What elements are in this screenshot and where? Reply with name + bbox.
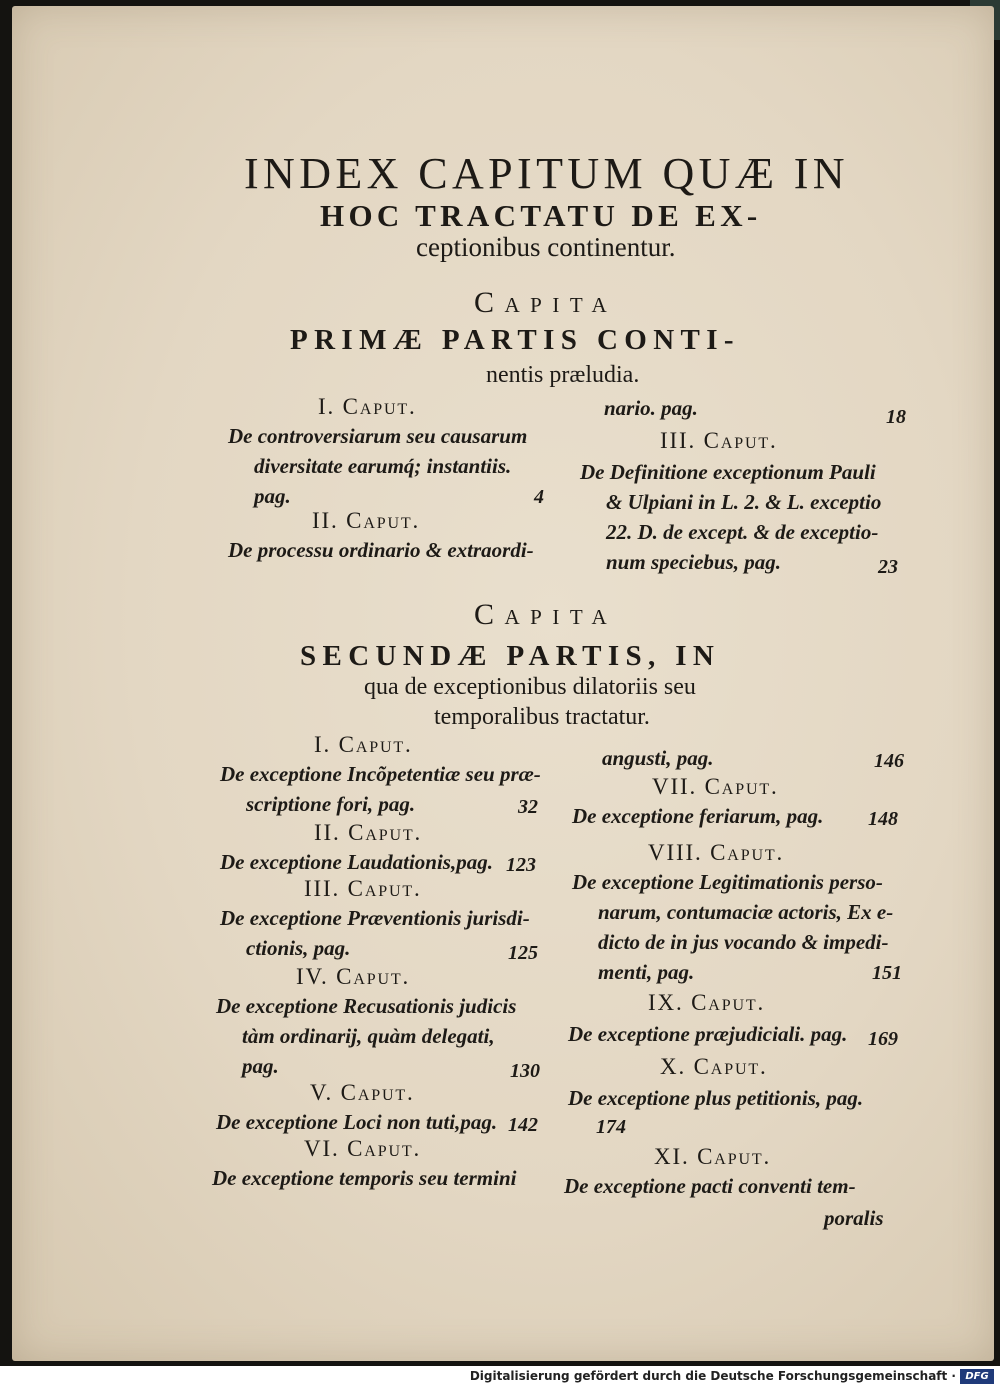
- part2-heading: SECUNDÆ PARTIS, IN: [300, 640, 721, 672]
- part2-chapter-11-heading: XI. Caput.: [654, 1144, 772, 1169]
- part2-chapter-3-line-1: De exceptione Præventionis jurisdi-: [220, 906, 530, 930]
- index-title-line-2: HOC TRACTATU DE EX-: [320, 198, 762, 233]
- part1-chapter-3-heading: III. Caput.: [660, 428, 778, 453]
- part2-chapter-8-line-3: dicto de in jus vocando & impedi-: [598, 930, 889, 954]
- part2-chapter-3-page-number: 125: [508, 942, 538, 964]
- part2-chapter-6-page-number: 146: [874, 750, 904, 772]
- part2-chapter-8-line-4: menti, pag.: [598, 960, 695, 984]
- part2-chapter-1-line-1: De exceptione Incõpetentiæ seu præ-: [220, 762, 541, 786]
- part2-chapter-4-page-number: 130: [510, 1060, 540, 1082]
- part2-subheading-1: qua de exceptionibus dilatoriis seu: [364, 674, 696, 700]
- part1-chapter-3-line-1: De Definitione exceptionum Pauli: [580, 460, 876, 484]
- footer-credit-text: Digitalisierung gefördert durch die Deutsche Forschungsgemeinschaft ·: [469, 1369, 956, 1383]
- part2-chapter-8-heading: VIII. Caput.: [648, 840, 785, 865]
- part2-chapter-1-line-2: scriptione fori, pag.: [246, 792, 416, 816]
- part2-chapter-4-pag-label: pag.: [242, 1054, 279, 1078]
- part2-chapter-10-line-1: De exceptione plus petitionis, pag.: [568, 1086, 864, 1110]
- part2-chapter-2-heading: II. Caput.: [314, 820, 423, 845]
- part1-chapter-1-line-2: diversitate earumq́; instantiis.: [254, 454, 512, 478]
- part2-chapter-10-heading: X. Caput.: [660, 1054, 768, 1079]
- part2-chapter-5-line-1: De exceptione Loci non tuti,pag.: [216, 1110, 498, 1134]
- part2-chapter-5-heading: V. Caput.: [310, 1080, 415, 1105]
- part1-chapter-3-line-4: num speciebus, pag.: [606, 550, 782, 574]
- part1-chapter-2-heading: II. Caput.: [312, 508, 421, 533]
- part2-chapter-6-heading: VI. Caput.: [304, 1136, 422, 1161]
- part2-subheading-2: temporalibus tractatur.: [434, 704, 650, 730]
- part2-chapter-9-heading: IX. Caput.: [648, 990, 766, 1015]
- part2-chapter-9-line-1: De exceptione præjudiciali. pag.: [568, 1022, 848, 1046]
- part2-chapter-2-page-number: 123: [506, 854, 536, 876]
- part1-chapter-2-line-2: nario. pag.: [604, 396, 698, 420]
- part2-chapter-9-page-number: 169: [868, 1028, 898, 1050]
- part1-chapter-3-line-2: & Ulpiani in L. 2. & L. exceptio: [606, 490, 882, 514]
- part1-chapter-2-page-number: 18: [886, 406, 906, 428]
- index-title-line-3: ceptionibus continentur.: [416, 232, 676, 262]
- part1-chapter-2-line-1: De processu ordinario & extraordi-: [228, 538, 534, 562]
- part2-chapter-11-line-1: De exceptione pacti conventi tem-: [564, 1174, 856, 1198]
- part1-chapter-3-page-number: 23: [878, 556, 898, 578]
- part1-chapter-1-page-number: 4: [534, 486, 544, 508]
- digitization-footer: [0, 1366, 1000, 1389]
- part2-chapter-3-heading: III. Caput.: [304, 876, 422, 901]
- part2-chapter-3-line-2: ctionis, pag.: [246, 936, 351, 960]
- part2-chapter-10-page-number: 174: [596, 1116, 626, 1138]
- part2-chapter-1-heading: I. Caput.: [314, 732, 413, 757]
- part2-chapter-7-line-1: De exceptione feriarum, pag.: [572, 804, 824, 828]
- part1-chapter-1-pag-label: pag.: [254, 484, 291, 508]
- part1-heading: PRIMÆ PARTIS CONTI-: [290, 324, 740, 356]
- book-page: [12, 6, 994, 1361]
- part1-caption: Capita: [474, 286, 618, 319]
- part2-caption: Capita: [474, 598, 618, 631]
- part2-chapter-6-line-2: angusti, pag.: [602, 746, 714, 770]
- part2-chapter-7-heading: VII. Caput.: [652, 774, 779, 799]
- part2-chapter-4-line-2: tàm ordinarij, quàm delegati,: [242, 1024, 495, 1048]
- part1-chapter-3-line-3: 22. D. de except. & de exceptio-: [606, 520, 879, 544]
- part1-chapter-1-line-1: De controversiarum seu causarum: [228, 424, 528, 448]
- part2-chapter-5-page-number: 142: [508, 1114, 538, 1136]
- part2-chapter-11-line-2: poralis: [824, 1206, 884, 1230]
- part2-chapter-4-line-1: De exceptione Recusationis judicis: [216, 994, 517, 1018]
- part2-chapter-8-line-1: De exceptione Legitimationis perso-: [572, 870, 883, 894]
- part2-chapter-8-line-2: narum, contumaciæ actoris, Ex e-: [598, 900, 894, 924]
- dfg-logo: DFG: [960, 1369, 994, 1384]
- part1-subheading: nentis præludia.: [486, 362, 640, 388]
- index-title-line-1: INDEX CAPITUM QUÆ IN: [244, 149, 849, 198]
- part1-chapter-1-heading: I. Caput.: [318, 394, 417, 419]
- part2-chapter-1-page-number: 32: [518, 796, 538, 818]
- part2-chapter-2-line-1: De exceptione Laudationis,pag.: [220, 850, 493, 874]
- part2-chapter-6-line-1: De exceptione temporis seu termini: [212, 1166, 517, 1190]
- part2-chapter-7-page-number: 148: [868, 808, 898, 830]
- part2-chapter-4-heading: IV. Caput.: [296, 964, 411, 989]
- part2-chapter-8-page-number: 151: [872, 962, 902, 984]
